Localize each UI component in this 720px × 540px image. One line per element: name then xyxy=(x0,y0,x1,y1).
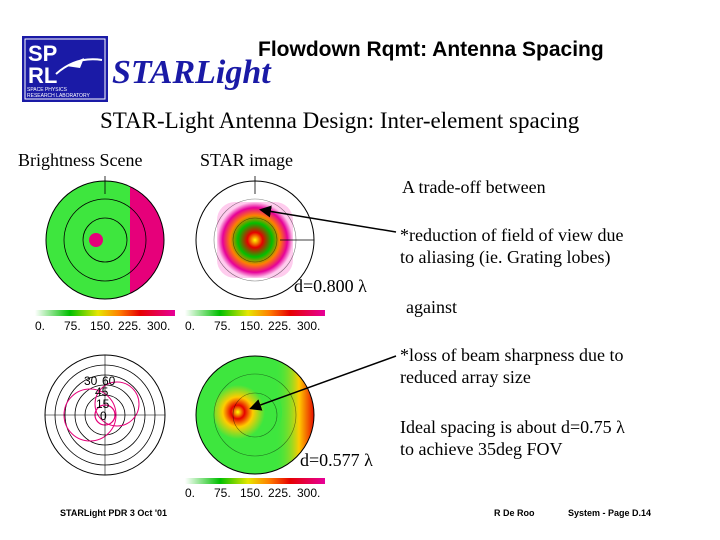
colorbar-tick: 0. xyxy=(185,486,196,500)
brightness-scene-label: Brightness Scene xyxy=(18,150,143,170)
logo-text-top: SP xyxy=(28,41,58,66)
colorbar-tick: 300. xyxy=(147,319,171,333)
tradeoff-text: A trade-off between xyxy=(402,177,546,197)
colorbar-tick: 225. xyxy=(268,486,292,500)
ring-label: 30 xyxy=(84,374,98,388)
slide-subtitle: STAR-Light Antenna Design: Inter-element spacing xyxy=(100,108,580,133)
colorbar-tick: 150. xyxy=(240,319,264,333)
ring-label: 15 xyxy=(96,397,110,411)
logo-text-bottom: RL xyxy=(28,63,58,88)
colorbar-tick: 75. xyxy=(214,486,231,500)
fov-reduction-text: *reduction of field of view due to aliasing (ie. Grating lobes) xyxy=(400,225,624,267)
slide-title: Flowdown Rqmt: Antenna Spacing xyxy=(258,38,604,61)
colorbar-tick: 0. xyxy=(185,319,196,333)
colorbar-tick: 300. xyxy=(297,319,321,333)
colorbar-tick: 150. xyxy=(90,319,114,333)
against-text: against xyxy=(406,297,457,317)
arrow-to-top-image xyxy=(262,210,396,232)
logo-lab-line1: SPACE PHYSICS xyxy=(27,87,67,93)
arrow-to-bottom-image xyxy=(252,356,396,408)
footer-left: STARLight PDR 3 Oct '01 xyxy=(60,508,167,518)
colorbar-tick: 300. xyxy=(297,486,321,500)
colorbar-tick: 150. xyxy=(240,486,264,500)
footer-right: System - Page D.14 xyxy=(568,508,652,518)
colorbar-tick: 225. xyxy=(268,319,292,333)
colorbar-tick: 0. xyxy=(35,319,46,333)
colorbar-tick: 75. xyxy=(64,319,81,333)
logo-lab-line2: RESEARCH LABORATORY xyxy=(27,93,90,99)
footer-center: R De Roo xyxy=(494,508,535,518)
ring-label: 45 xyxy=(95,385,109,399)
ring-label: 60 xyxy=(102,374,116,388)
ring-label: 0 xyxy=(100,409,107,423)
star-image-label: STAR image xyxy=(200,150,294,170)
beam-sharpness-text: *loss of beam sharpness due to reduced array size xyxy=(400,345,624,387)
ideal-spacing-text: Ideal spacing is about d=0.75 λ to achieve 35deg FOV xyxy=(400,417,625,459)
spacing-label-top: d=0.800 λ xyxy=(294,276,367,296)
colorbar-tick: 225. xyxy=(118,319,142,333)
brand-wordmark: STARLight xyxy=(112,54,271,91)
colorbar-tick: 75. xyxy=(214,319,231,333)
spacing-label-bottom: d=0.577 λ xyxy=(300,450,373,470)
